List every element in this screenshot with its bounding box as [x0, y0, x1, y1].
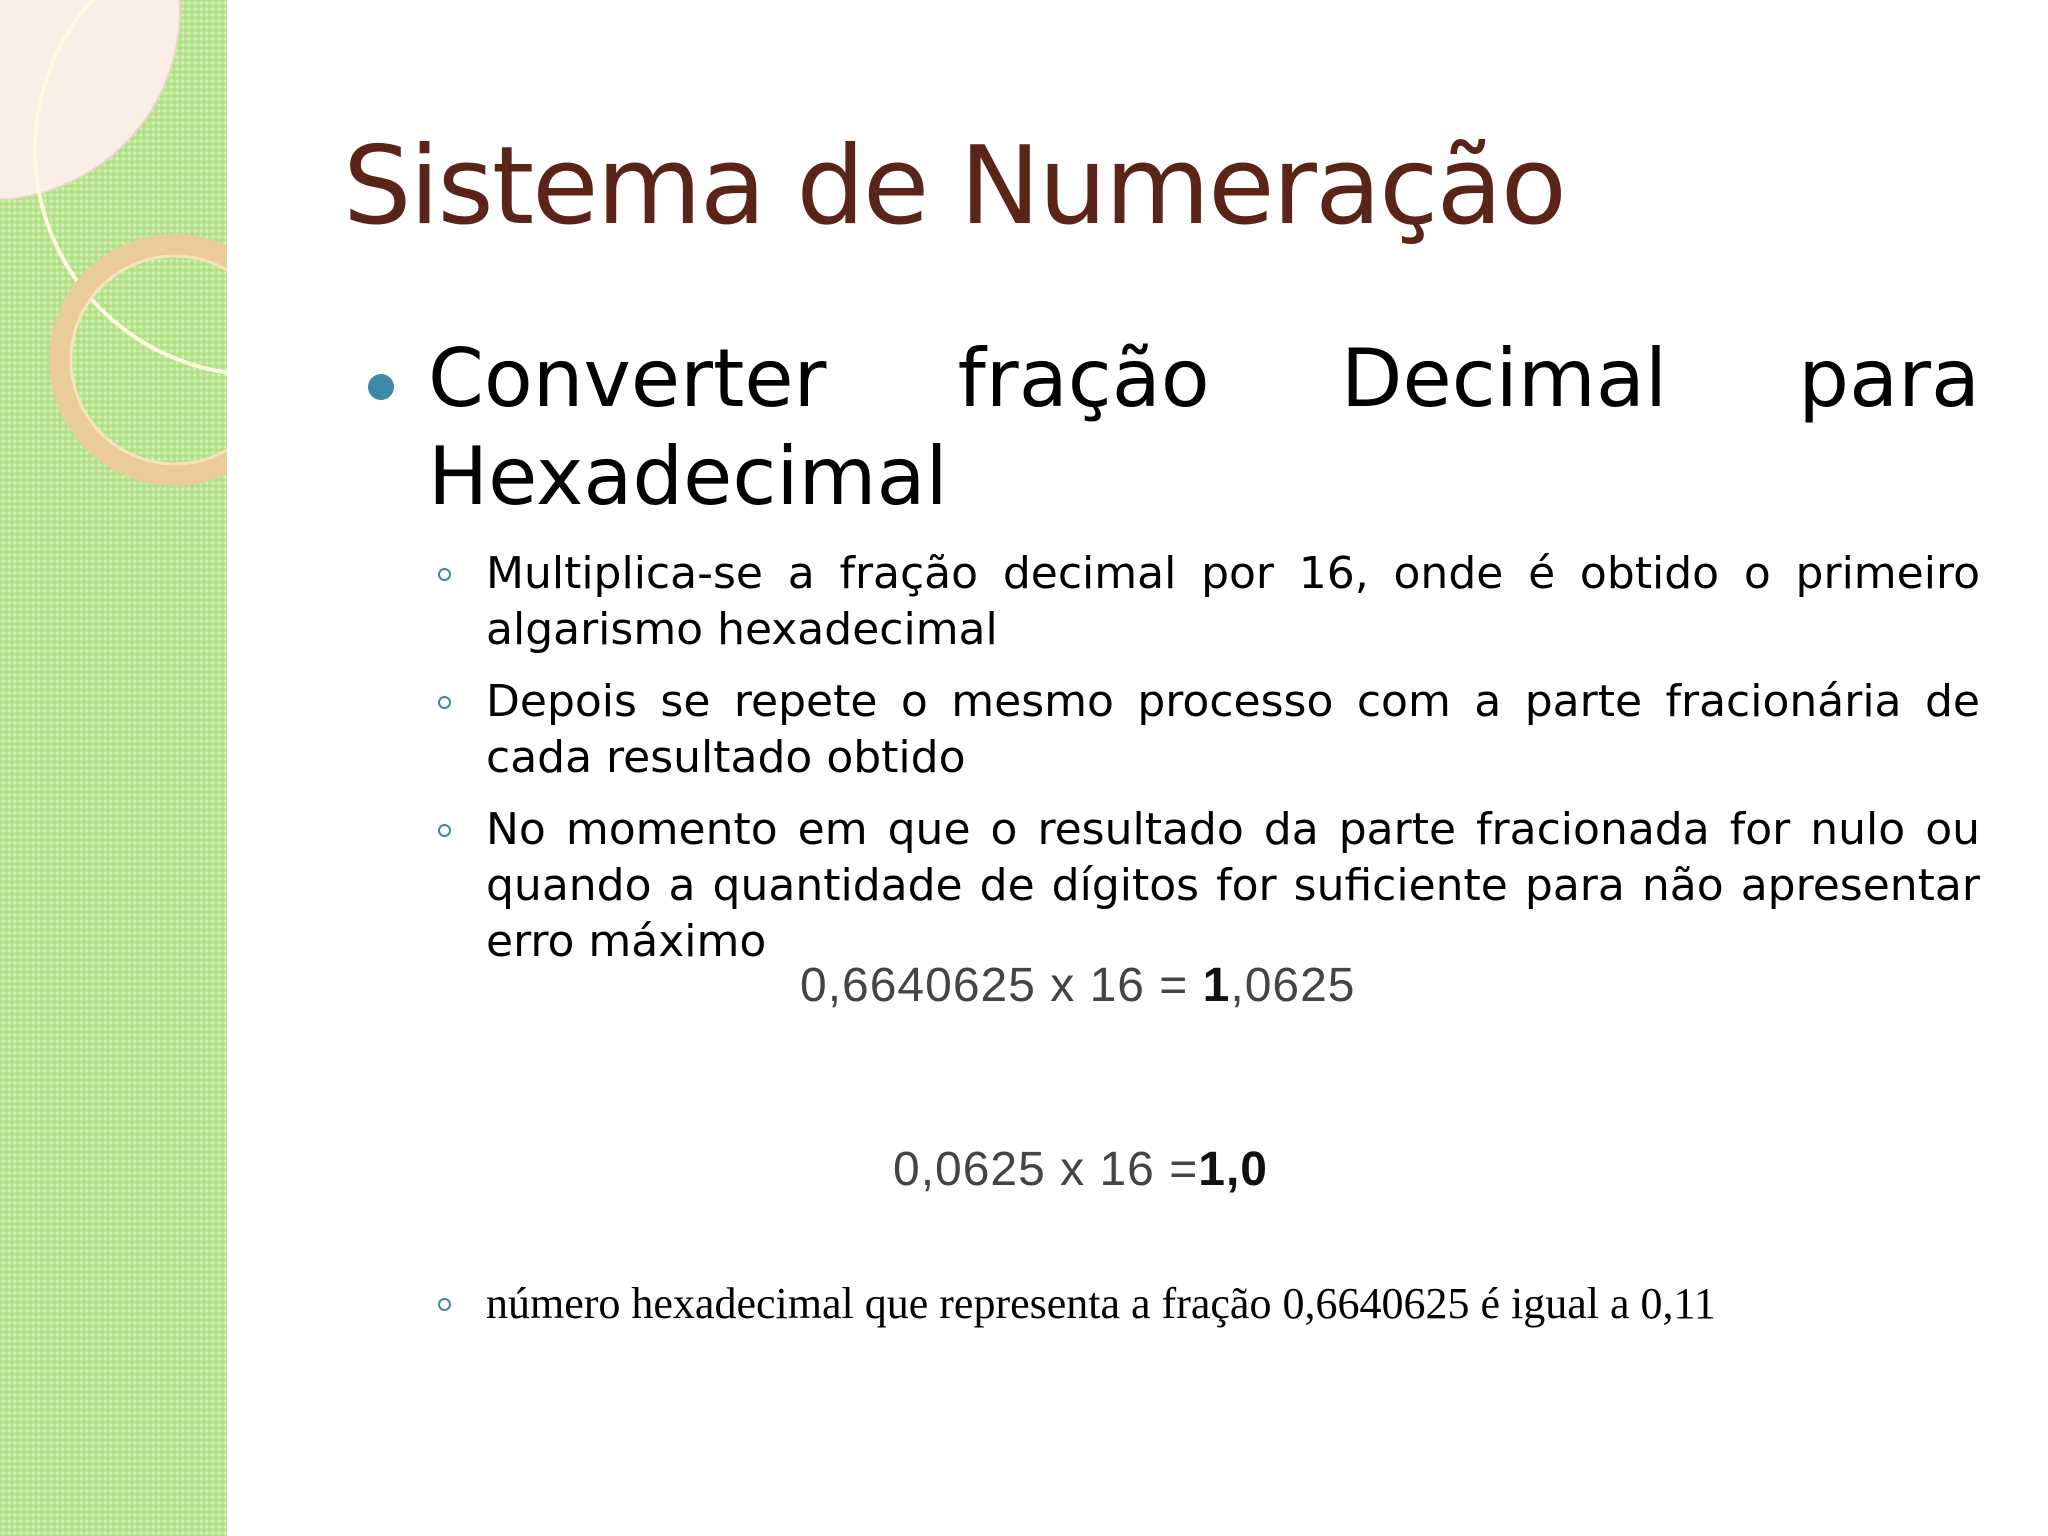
- list-item-text: Multiplica-se a fração decimal por 16, onde é obtido o primeiro algarismo hexadecimal: [486, 548, 1980, 655]
- equation-step-2: [893, 1142, 1268, 1197]
- list-item-text: No momento em que o resultado da parte fracionada for nulo ou quando a quantidade de dígitos for suficiente para não apresentar erro máximo: [486, 804, 1980, 967]
- conclusion-block: [360, 1276, 1980, 1348]
- equation-lhs: 0,6640625 x 16 =: [800, 959, 1203, 1012]
- conclusion-text: número hexadecimal que representa a fração 0,6640625 é igual a 0,11: [486, 1279, 1716, 1328]
- bullet-ring-icon: [438, 824, 451, 837]
- equation-result-fraction: ,0625: [1230, 959, 1356, 1012]
- decorative-sidebar: [0, 0, 227, 1536]
- equation-lhs: 0,0625 x 16 =: [893, 1143, 1199, 1196]
- bullet-dot-icon: [368, 374, 394, 400]
- equation-result-digit: 1: [1202, 959, 1231, 1012]
- heading-item: [360, 330, 1980, 526]
- slide-content: [360, 330, 1980, 986]
- equation-step-1: [800, 958, 1356, 1013]
- bullet-ring-icon: [438, 568, 451, 581]
- bullet-ring-icon: [438, 696, 451, 709]
- list-item: [360, 674, 1980, 786]
- list-item-text: Depois se repete o mesmo processo com a parte fracionária de cada resultado obtido: [486, 676, 1980, 783]
- list-item: [360, 546, 1980, 658]
- slide-title: Sistema de Numeração: [343, 124, 1565, 249]
- bullet-ring-icon: [438, 1298, 451, 1311]
- equation-result-digit: 1,0: [1198, 1143, 1268, 1196]
- heading-text: Converter fração Decimal para Hexadecimal: [428, 332, 1980, 523]
- decorative-circles-graphic: [0, 0, 227, 520]
- list-item: [360, 802, 1980, 970]
- list-item: [360, 1276, 1980, 1332]
